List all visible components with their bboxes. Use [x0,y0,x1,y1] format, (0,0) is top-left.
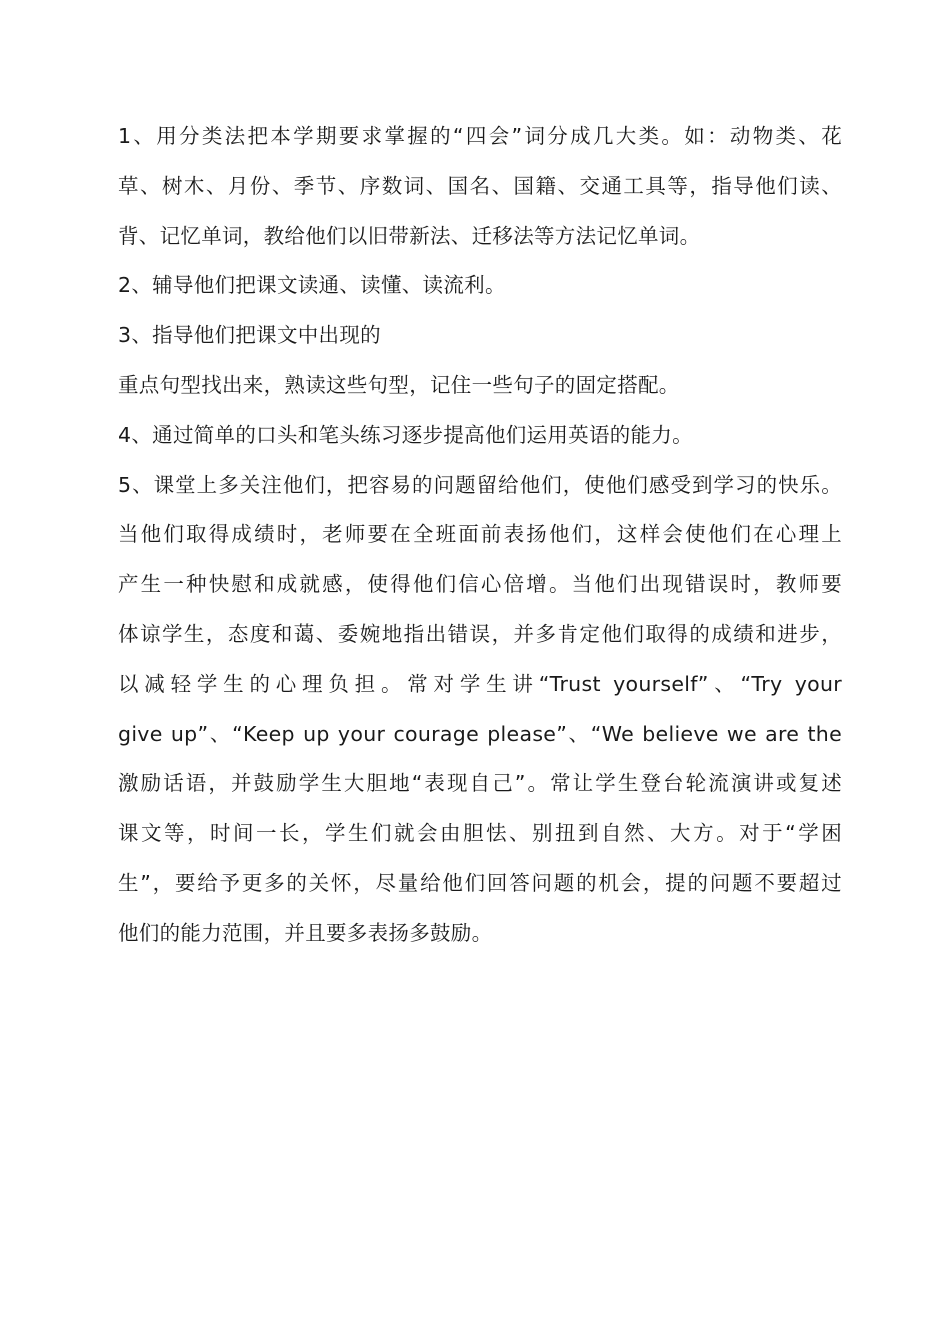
text-line: 草、树木、月份、季节、序数词、国名、国籍、交通工具等，指导他们读、 [118,173,842,198]
text-line: 2、辅导他们把课文读通、读懂、读流利。 [118,273,506,298]
text-line: 以减轻学生的心理负担。常对学生讲“Trust yourself”、“Try your [118,671,842,696]
text-line: 1、用分类法把本学期要求掌握的“四会”词分成几大类。如：动物类、花 [118,124,842,148]
text-line: give up”、“Keep up your courage please”、“We believe we are the [118,721,842,746]
text-line: 他们的能力范围，并且要多表扬多鼓励。 [118,920,493,945]
text-line: 课文等，时间一长，学生们就会由胆怯、别扭到自然、大方。对于“学困 [118,821,842,846]
text-line: 当他们取得成绩时，老师要在全班面前表扬他们，这样会使他们在心理上 [118,522,842,547]
text-line: 激励话语，并鼓励学生大胆地“表现自己”。常让学生登台轮流演讲或复述 [118,771,842,796]
text-line: 生”，要给予更多的关怀，尽量给他们回答问题的机会，提的问题不要超过 [118,870,842,895]
document-body [118,112,842,959]
text-line: 产生一种快慰和成就感，使得他们信心倍增。当他们出现错误时，教师要 [118,572,842,597]
text-line: 4、通过简单的口头和笔头练习逐步提高他们运用英语的能力。 [118,422,693,447]
text-line: 重点句型找出来，熟读这些句型，记住一些句子的固定搭配。 [118,372,680,397]
text-line: 体谅学生，态度和蔼、委婉地指出错误，并多肯定他们取得的成绩和进步， [118,621,842,646]
text-line: 5、课堂上多关注他们，把容易的问题留给他们，使他们感受到学习的快乐。 [118,472,842,497]
text-line: 3、指导他们把课文中出现的 [118,323,381,348]
text-line: 背、记忆单词，教给他们以旧带新法、迁移法等方法记忆单词。 [118,223,701,248]
